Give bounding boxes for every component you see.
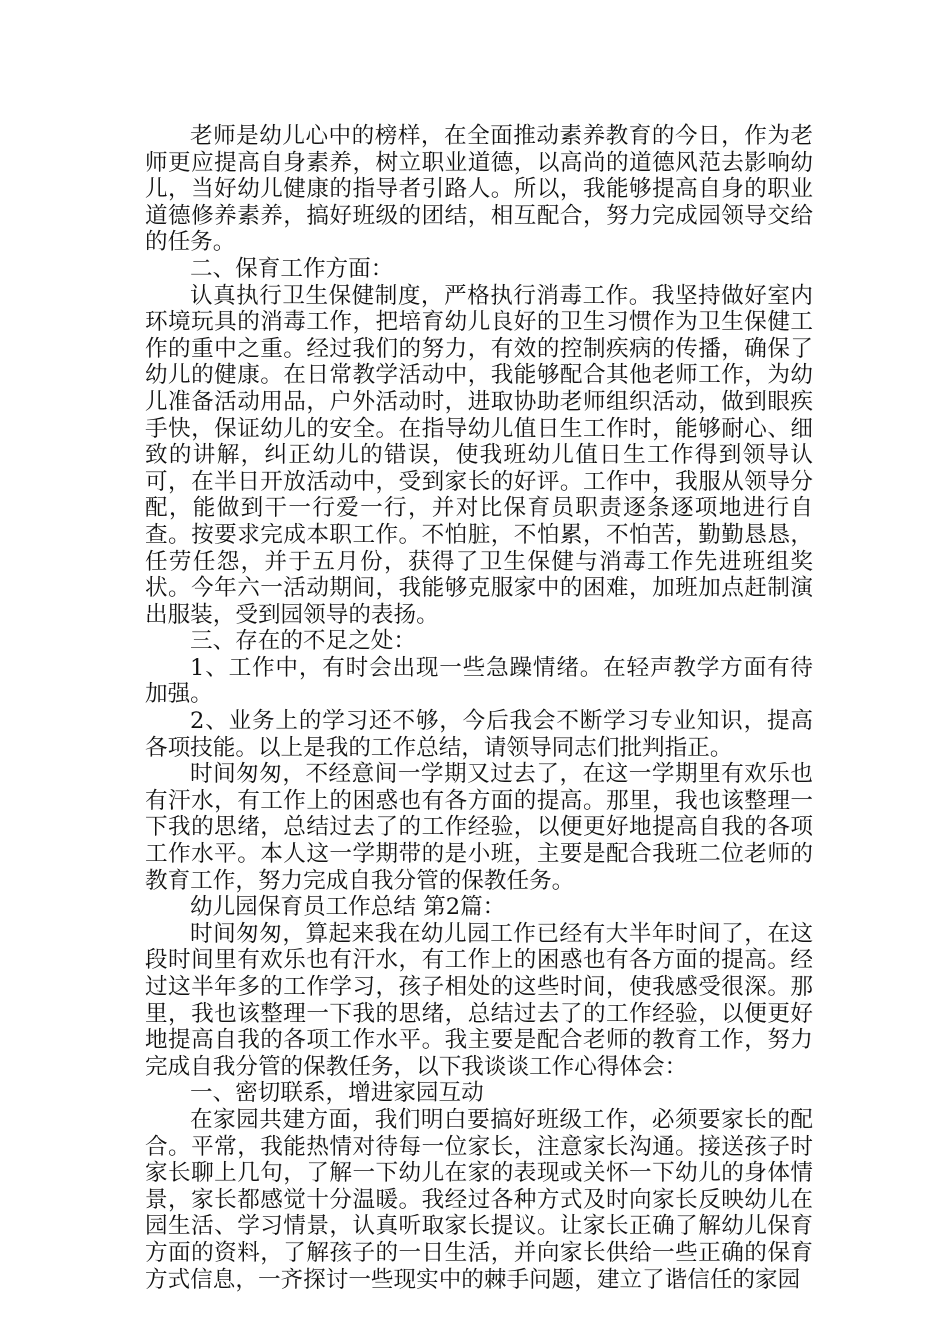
heading-article-2: 幼儿园保育员工作总结 第2篇：: [190, 894, 506, 921]
heading-childcare-work: 二、保育工作方面：: [190, 255, 394, 282]
paragraph-half-year: 时间匆匆，算起来我在幼儿园工作已经有大半年时间了，在这段时间里有欢乐也有汗水，有工作上的困惑也有各方面的提高。经过这半年多的工作学习，孩子相处的这些时间，使我感受很深。那里，我也该整理一下我的思绪，总结过去了的工作经验，以便更好地提高自我的各项工作水平。我主要是配合老师的教育工作，努力完成自我分管的保教任务，以下我谈谈工作心得体会：: [145, 920, 813, 1080]
document-body: [145, 123, 813, 1293]
paragraph-hygiene-work: 认真执行卫生保健制度，严格执行消毒工作。我坚持做好室内环境玩具的消毒工作，把培育幼儿良好的卫生习惯作为卫生保健工作的重中之重。经过我们的努力，有效的控制疾病的传播，确保了幼儿的健康。在日常教学活动中，我能够配合其他老师工作，为幼儿准备活动用品，户外活动时，进取协助老师组织活动，做到眼疾手快，保证幼儿的安全。在指导幼儿值日生工作时，能够耐心、细致的讲解，纠正幼儿的错误，使我班幼儿值日生工作得到领导认可，在半日开放活动中，受到家长的好评。工作中，我服从领导分配，能做到干一行爱一行，并对比保育员职责逐条逐项地进行自查。按要求完成本职工作。不怕脏，不怕累，不怕苦，勤勤恳恳，任劳任怨，并于五月份，获得了卫生保健与消毒工作先进班组奖状。今年六一活动期间，我能够克服家中的困难，加班加点赶制演出服装，受到园领导的表扬。: [145, 282, 813, 628]
paragraph-shortcoming-1: 1、工作中，有时会出现一些急躁情绪。在轻声教学方面有待加强。: [145, 654, 813, 708]
paragraph-teacher-role-model: 老师是幼儿心中的榜样，在全面推动素养教育的今日，作为老师更应提高自身素养，树立职业道德，以高尚的道德风范去影响幼儿，当好幼儿健康的指导者引路人。所以，我能够提高自身的职业道德修养素养，搞好班级的团结，相互配合，努力完成园领导交给的任务。: [145, 123, 813, 256]
paragraph-parent-cooperation: 在家园共建方面，我们明白要搞好班级工作，必须要家长的配合。平常，我能热情对待每一位家长，注意家长沟通。接送孩子时家长聊上几句，了解一下幼儿在家的表现或关怀一下幼儿的身体情景，家长都感觉十分温暖。我经过各种方式及时向家长反映幼儿在园生活、学习情景，认真听取家长提议。让家长正确了解幼儿保育方面的资料，了解孩子的一日生活，并向家长供给一些正确的保育方式信息，一齐探讨一些现实中的棘手问题，建立了谐信任的家园: [145, 1106, 813, 1293]
paragraph-semester-summary: 时间匆匆，不经意间一学期又过去了，在这一学期里有欢乐也有汗水，有工作上的困惑也有各方面的提高。那里，我也该整理一下我的思绪，总结过去了的工作经验，以便更好地提高自我的各项工作水平。本人这一学期带的是小班，主要是配合我班二位老师的教育工作，努力完成自我分管的保教任务。: [145, 761, 813, 894]
paragraph-shortcoming-2: 2、业务上的学习还不够，今后我会不断学习专业知识，提高各项技能。以上是我的工作总结，请领导同志们批判指正。: [145, 708, 813, 761]
heading-shortcomings: 三、存在的不足之处：: [190, 628, 416, 655]
heading-home-school-contact: 一、密切联系，增进家园互动: [190, 1080, 484, 1107]
